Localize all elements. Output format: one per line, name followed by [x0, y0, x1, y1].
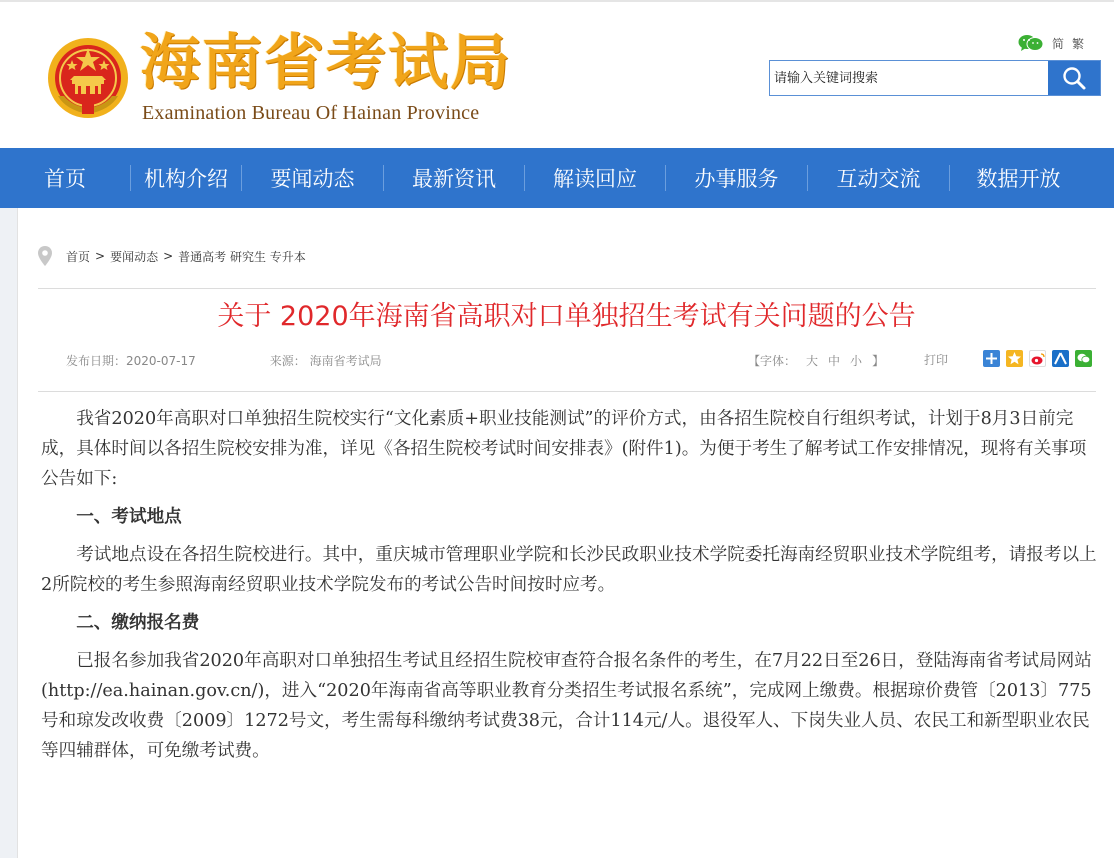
font-size-control: [748, 351, 884, 369]
logo-chinese: 海南省考试局: [140, 28, 512, 98]
lang-traditional[interactable]: 繁: [1072, 36, 1085, 51]
nav-interpretation[interactable]: 解读回应: [553, 167, 637, 191]
section-heading: 二、缴纳报名费: [76, 613, 200, 633]
content-card: [17, 208, 1114, 858]
breadcrumb-separator: >: [163, 249, 174, 263]
search-button[interactable]: [1048, 61, 1100, 95]
nav-services[interactable]: 办事服务: [694, 167, 779, 191]
wechat-icon[interactable]: [1018, 34, 1044, 52]
site-header: [0, 0, 1114, 148]
breadcrumb-separator: >: [95, 249, 106, 263]
breadcrumb-news[interactable]: 要闻动态: [110, 249, 159, 264]
section-heading: 一、考试地点: [76, 507, 182, 527]
plus-share-icon[interactable]: [983, 350, 1000, 367]
nav-news[interactable]: 要闻动态: [270, 167, 355, 191]
article-meta: [66, 351, 382, 369]
logo-english: Examination Bureau Of Hainan Province: [142, 102, 480, 124]
breadcrumb: [38, 246, 306, 266]
nav-interaction[interactable]: 互动交流: [836, 167, 921, 191]
qzone-icon[interactable]: [1006, 350, 1023, 367]
weibo-icon[interactable]: [1029, 350, 1046, 367]
nav-about[interactable]: 机构介绍: [144, 167, 228, 191]
article-paragraph: 考试地点设在各招生院校进行。其中，重庆城市管理职业学院和长沙民政职业技术学院委托海南经贸职业技术学院组考，请报考以上2所院校的考生参照海南经贸职业技术学院发布的考试公告时间按时应考。: [41, 545, 1097, 595]
breadcrumb-category[interactable]: 普通高考 研究生 专升本: [178, 249, 306, 264]
article-paragraph: 我省2020年高职对口单独招生院校实行“文化素质+职业技能测试”的评价方式，由各招生院校自行组织考试，计划于8月3日前完成，具体时间以各招生院校安排为准，详见《各招生院校考试时间安排表》(附件1)。为便于考生了解考试工作安排情况，现将有关事项公告如下:: [41, 409, 1087, 489]
article-source: 来源： 海南省考试局: [269, 353, 382, 368]
nav-open-data[interactable]: 数据开放: [976, 167, 1061, 191]
font-large-button[interactable]: 大: [806, 353, 819, 368]
renren-icon[interactable]: [1052, 350, 1069, 367]
search-icon: [1061, 65, 1087, 91]
share-bar: [983, 350, 1092, 368]
font-size-label: 【字体：: [748, 353, 797, 368]
publish-date: 发布日期：2020-07-17: [66, 353, 196, 368]
nav-home[interactable]: 首页: [44, 167, 86, 191]
lang-simplified[interactable]: 简: [1052, 36, 1065, 51]
print-button[interactable]: 打印: [924, 353, 949, 367]
divider: [38, 288, 1096, 289]
divider: [38, 391, 1096, 392]
nav-latest[interactable]: 最新资讯: [412, 167, 496, 191]
wechat-share-icon[interactable]: [1075, 350, 1092, 367]
search-box: [769, 60, 1101, 96]
main-nav: [0, 148, 1114, 208]
font-small-button[interactable]: 小: [850, 353, 863, 368]
article-body: [41, 404, 1099, 774]
article-paragraph: 已报名参加我省2020年高职对口单独招生考试且经招生院校审查符合报名条件的考生，在7月22日至26日，登陆海南省考试局网站(http://ea.hainan.gov.cn/)，进入“2020年海南省高等职业教育分类招生考试报名系统”，完成网上缴费。根据琼价费管〔2013〕775号和琼发改收费〔2009〕1272号文，考生需每科缴纳考试费38元，合计114元/人。退役军人、下岗失业人员、农民工和新型职业农民等四辅群体，可免缴考试费。: [41, 651, 1092, 761]
search-input[interactable]: [770, 61, 1048, 95]
language-bar: [1018, 32, 1084, 54]
national-emblem: [46, 36, 130, 120]
article-title: 关于 2020年海南省高职对口单独招生考试有关问题的公告: [217, 301, 916, 332]
location-pin-icon: [38, 246, 52, 266]
font-medium-button[interactable]: 中: [828, 353, 841, 368]
breadcrumb-home[interactable]: 首页: [66, 249, 91, 264]
font-size-label-close: 】: [872, 353, 885, 368]
